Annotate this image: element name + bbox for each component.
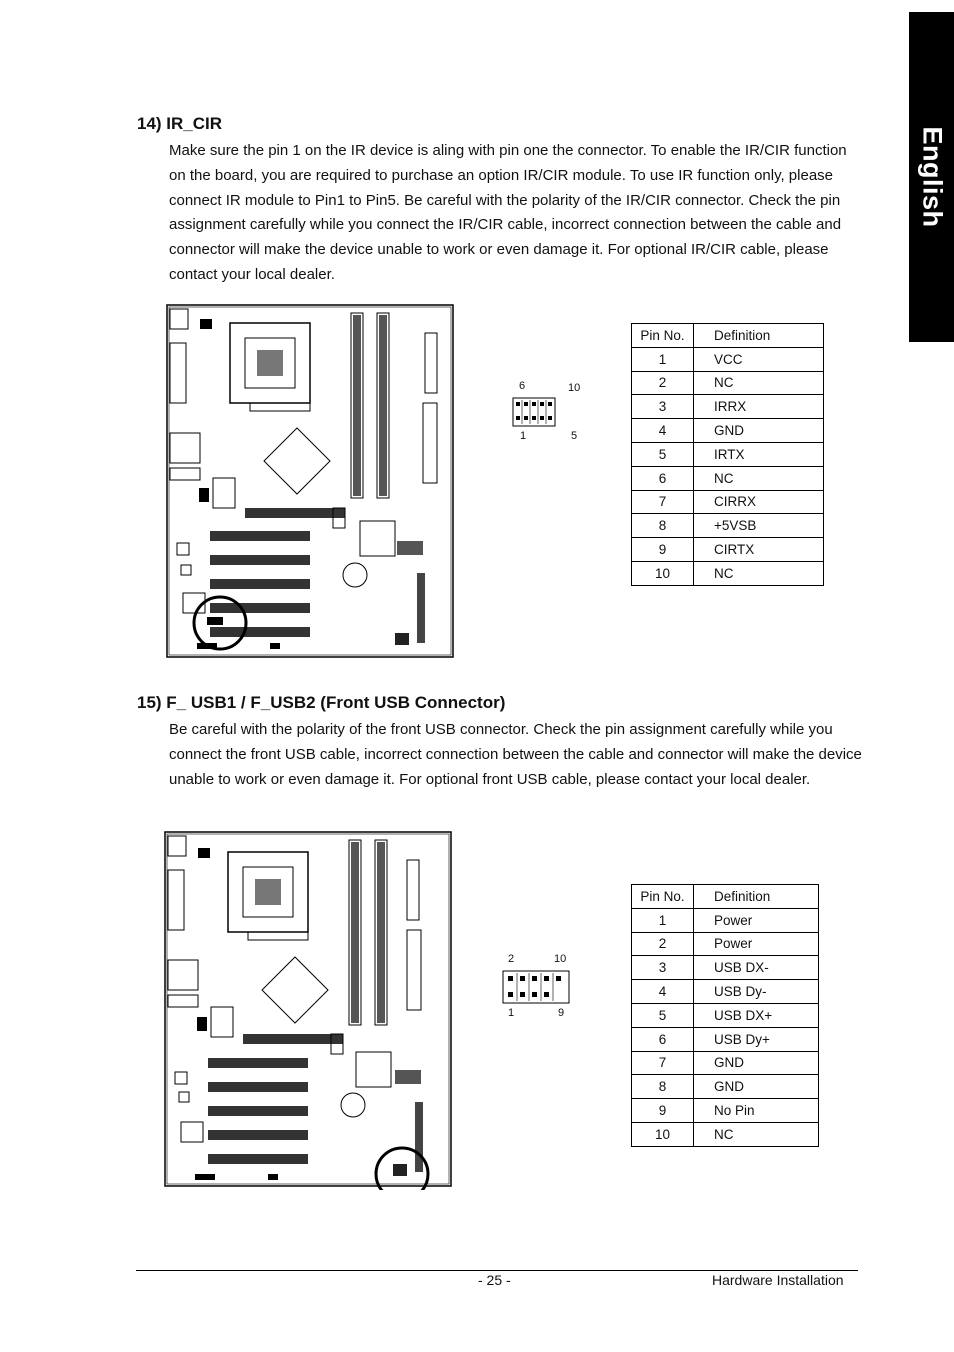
pin-definition-cell: USB DX- <box>694 956 819 980</box>
table-row <box>632 1075 819 1099</box>
table-row <box>632 371 824 395</box>
pin-definition-cell: USB Dy+ <box>694 1027 819 1051</box>
pin-label-top-right: 10 <box>554 953 567 965</box>
pin-number-cell: 10 <box>632 1122 694 1146</box>
motherboard-diagram-front-usb <box>163 830 453 1190</box>
table-header-row <box>632 885 819 909</box>
pin-header-icon <box>512 397 556 427</box>
pin-number-cell: 2 <box>632 371 694 395</box>
pin-number-cell: 8 <box>632 1075 694 1099</box>
section-body-ir-cir: Make sure the pin 1 on the IR device is aling with pin one the connector. To enable the IR/CIR function on the board, you are required to purchase an option IR/CIR module. To use IR function only, please connect IR module to Pin1 to Pin5. Be careful with the polarity of the IR/CIR connector. Check the pin assignment carefully while you connect the IR/CIR cable, incorrect connection between the cable and connector will make the device unable to work or even damage it. For optional IR/CIR cable, please contact your local dealer. <box>169 142 847 283</box>
pin-number-cell: 10 <box>632 561 694 585</box>
table-row <box>632 956 819 980</box>
pin-definition-cell: NC <box>694 371 824 395</box>
pin-number-cell: 1 <box>632 908 694 932</box>
table-row <box>632 1051 819 1075</box>
pin-definition-cell: IRRX <box>694 395 824 419</box>
table-row <box>632 1027 819 1051</box>
table-row <box>632 514 824 538</box>
pin-number-cell: 3 <box>632 956 694 980</box>
pin-number-cell: 3 <box>632 395 694 419</box>
pin-table-front-usb <box>631 884 819 1147</box>
pin-definition-cell: CIRTX <box>694 538 824 562</box>
footer-rule <box>136 1270 858 1271</box>
table-row <box>632 561 824 585</box>
pin-label-bottom-left: 1 <box>520 430 527 442</box>
pin-number-cell: 9 <box>632 1099 694 1123</box>
table-header-cell: Definition <box>694 885 819 909</box>
table-header-row <box>632 324 824 348</box>
pin-definition-cell: NC <box>694 561 824 585</box>
motherboard-diagram-ir-cir <box>165 303 455 660</box>
table-row <box>632 1099 819 1123</box>
chapter-title: Hardware Installation <box>712 1272 844 1288</box>
page-number: - 25 - <box>478 1272 511 1288</box>
pin-definition-cell: VCC <box>694 347 824 371</box>
pin-label-top-right: 10 <box>568 382 581 394</box>
section-title-front-usb: 15) F_ USB1 / F_USB2 (Front USB Connector) <box>137 693 506 712</box>
pin-label-bottom-right: 9 <box>558 1007 565 1019</box>
pin-definition-cell: USB Dy- <box>694 980 819 1004</box>
pin-definition-cell: NC <box>694 466 824 490</box>
pin-number-cell: 6 <box>632 1027 694 1051</box>
section-title-ir-cir: 14) IR_CIR <box>137 114 223 133</box>
pin-number-cell: 7 <box>632 1051 694 1075</box>
pin-number-cell: 6 <box>632 466 694 490</box>
pin-definition-cell: IRTX <box>694 442 824 466</box>
pin-number-cell: 8 <box>632 514 694 538</box>
pin-definition-cell: CIRRX <box>694 490 824 514</box>
table-header-cell: Pin No. <box>632 324 694 348</box>
pin-label-bottom-left: 1 <box>508 1007 515 1019</box>
pin-label-top-left: 6 <box>519 380 526 392</box>
pin-number-cell: 4 <box>632 980 694 1004</box>
table-row <box>632 395 824 419</box>
pin-definition-cell: Power <box>694 932 819 956</box>
table-row <box>632 908 819 932</box>
language-tab-label: English <box>917 126 947 228</box>
pin-number-cell: 9 <box>632 538 694 562</box>
pin-number-cell: 5 <box>632 1003 694 1027</box>
pin-label-bottom-right: 5 <box>571 430 578 442</box>
section-body-front-usb: Be careful with the polarity of the front USB connector. Check the pin assignment carefully while you connect the front USB cable, incorrect connection between the cable and connector will make the device unable to work or even damage it. For optional front USB cable, please contact your local dealer. <box>169 721 862 788</box>
pin-number-cell: 2 <box>632 932 694 956</box>
table-row <box>632 419 824 443</box>
pin-definition-cell: GND <box>694 1051 819 1075</box>
table-row <box>632 1003 819 1027</box>
pin-label-top-left: 2 <box>508 953 515 965</box>
table-row <box>632 980 819 1004</box>
pin-definition-cell: +5VSB <box>694 514 824 538</box>
table-row <box>632 538 824 562</box>
pin-number-cell: 5 <box>632 442 694 466</box>
pin-table-ir-cir <box>631 323 824 586</box>
pin-definition-cell: Power <box>694 908 819 932</box>
table-header-cell: Definition <box>694 324 824 348</box>
table-row <box>632 347 824 371</box>
table-row <box>632 490 824 514</box>
pin-definition-cell: NC <box>694 1122 819 1146</box>
pin-number-cell: 7 <box>632 490 694 514</box>
front-usb-pin-header <box>502 953 572 1023</box>
table-header-cell: Pin No. <box>632 885 694 909</box>
pin-number-cell: 4 <box>632 419 694 443</box>
language-tab <box>909 12 954 342</box>
table-row <box>632 932 819 956</box>
table-row <box>632 1122 819 1146</box>
pin-number-cell: 1 <box>632 347 694 371</box>
table-row <box>632 442 824 466</box>
ir-cir-pin-header <box>512 380 581 446</box>
pin-definition-cell: No Pin <box>694 1099 819 1123</box>
pin-definition-cell: GND <box>694 1075 819 1099</box>
pin-definition-cell: GND <box>694 419 824 443</box>
pin-definition-cell: USB DX+ <box>694 1003 819 1027</box>
table-row <box>632 466 824 490</box>
pin-header-icon <box>502 970 570 1004</box>
